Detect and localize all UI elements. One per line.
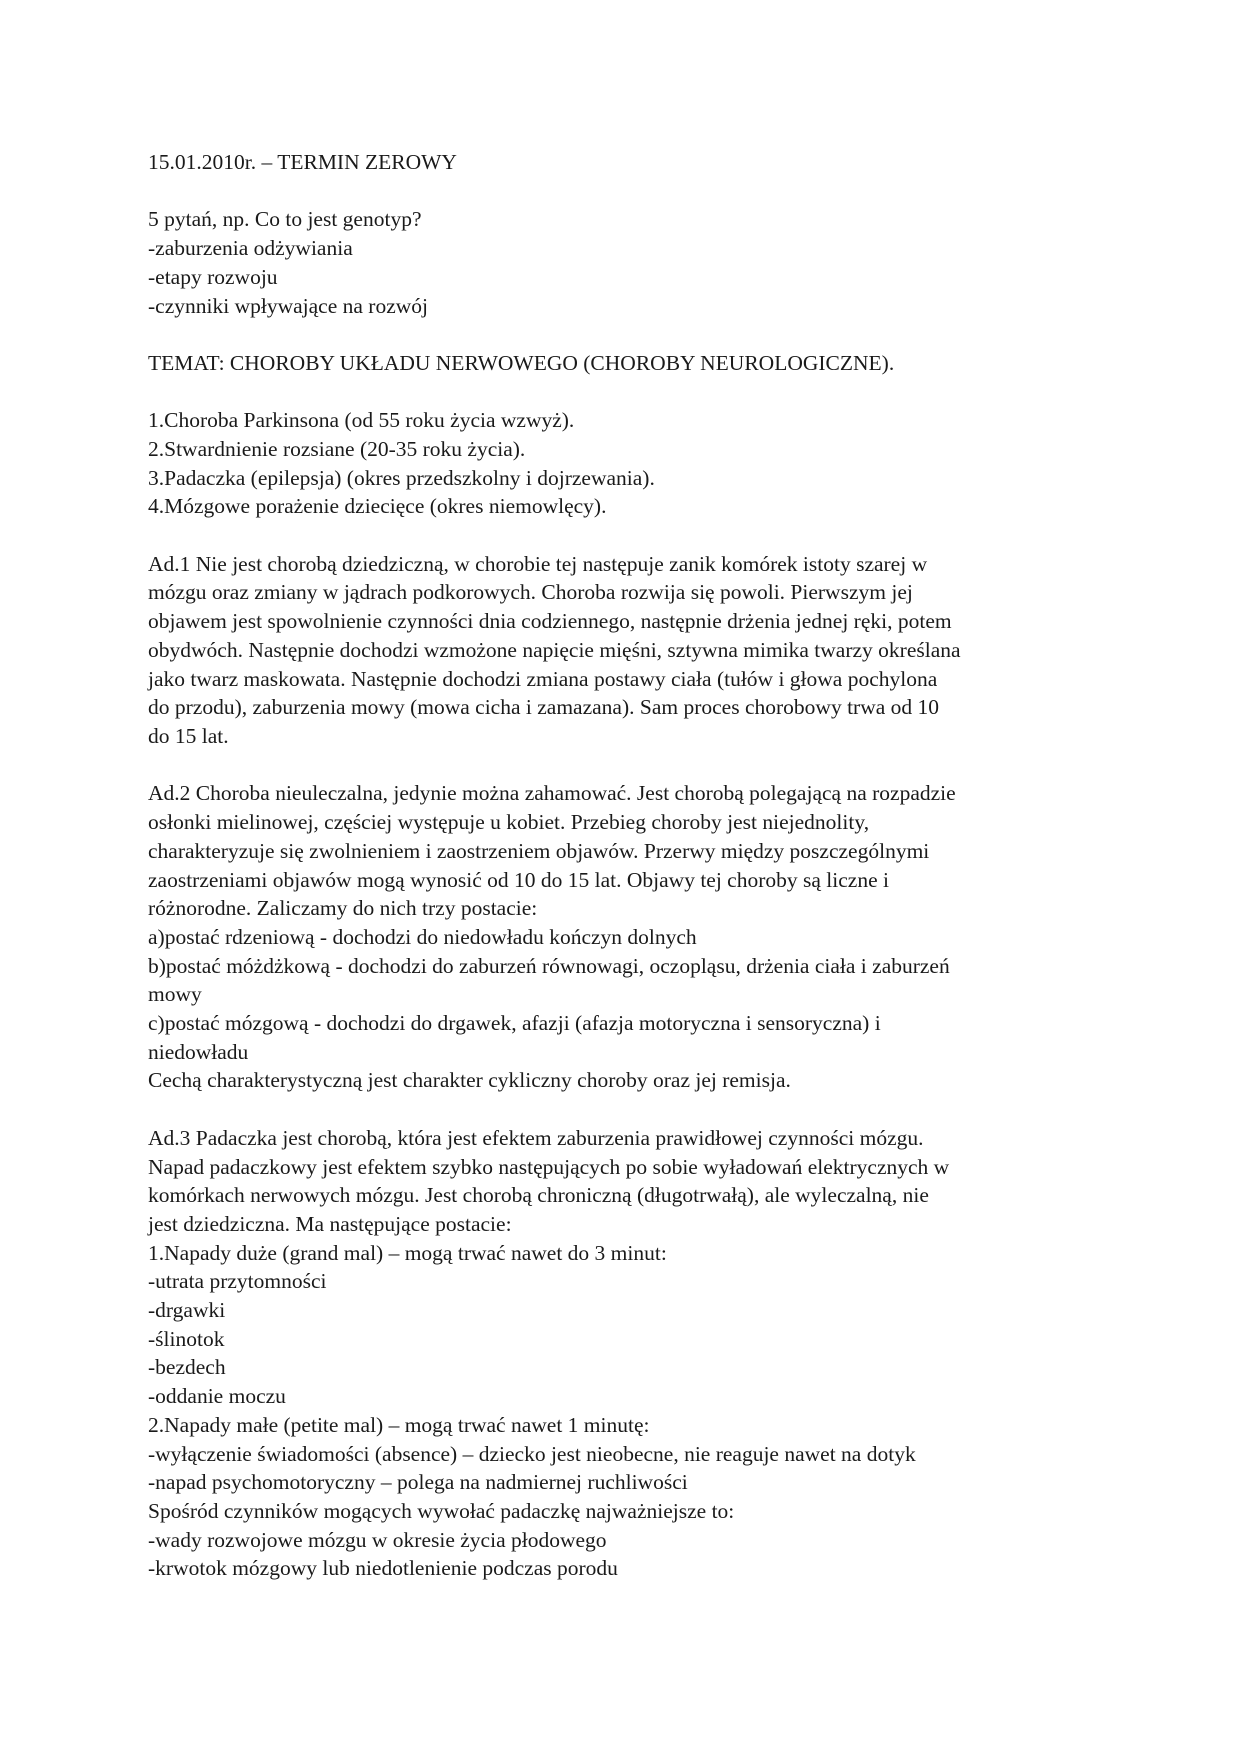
paragraph-line: mowy xyxy=(148,982,202,1007)
paragraph-line: osłonki mielinowej, częściej występuje u kobiet. Przebieg choroby jest niejednolity, xyxy=(148,810,870,835)
paragraph-line: -napad psychomotoryczny – polega na nadmiernej ruchliwości xyxy=(148,1470,688,1495)
paragraph-line: Spośród czynników mogących wywołać padaczkę najważniejsze to: xyxy=(148,1498,735,1523)
paragraph-line: a)postać rdzeniową - dochodzi do niedowładu kończyn dolnych xyxy=(148,924,697,949)
paragraph-line: -utrata przytomności xyxy=(148,1269,327,1294)
paragraph-line: jest dziedziczna. Ma następujące postacie: xyxy=(148,1211,512,1236)
topic-heading: TEMAT: CHOROBY UKŁADU NERWOWEGO (CHOROBY NEUROLOGICZNE). xyxy=(148,350,895,375)
list-item: 2.Stwardnienie rozsiane (20-35 roku życia). xyxy=(148,436,526,461)
paragraph-line: 2.Napady małe (petite mal) – mogą trwać nawet 1 minutę: xyxy=(148,1412,650,1437)
paragraph-line: b)postać móżdżkową - dochodzi do zaburzeń równowagi, oczopląsu, drżenia ciała i zaburzeń xyxy=(148,953,950,978)
disease-list xyxy=(148,406,1108,521)
paragraph-line: -oddanie moczu xyxy=(148,1384,286,1409)
document-date-header: 15.01.2010r. – TERMIN ZEROWY xyxy=(148,150,457,174)
list-item: 1.Choroba Parkinsona (od 55 roku życia wzwyż). xyxy=(148,408,575,433)
paragraph-ad3 xyxy=(148,1124,1108,1583)
paragraph-line: objawem jest spowolnienie czynności dnia codziennego, następnie drżenia jednej ręki, potem xyxy=(148,609,952,634)
paragraph-line: -ślinotok xyxy=(148,1326,225,1351)
paragraph-line: charakteryzuje się zwolnieniem i zaostrzeniem objawów. Przerwy między poszczególnymi xyxy=(148,838,930,863)
paragraph-line: Ad.3 Padaczka jest chorobą, która jest efektem zaburzenia prawidłowej czynności mózgu. xyxy=(148,1125,924,1150)
paragraph-line: komórkach nerwowych mózgu. Jest chorobą chroniczną (długotrwałą), ale wyleczalną, nie xyxy=(148,1183,929,1208)
paragraph-ad1 xyxy=(148,550,1108,751)
paragraph-line: c)postać mózgową - dochodzi do drgawek, afazji (afazja motoryczna i sensoryczna) i xyxy=(148,1011,881,1036)
paragraph-line: Napad padaczkowy jest efektem szybko następujących po sobie wyładowań elektrycznych w xyxy=(148,1154,950,1179)
paragraph-line: -bezdech xyxy=(148,1355,226,1380)
intro-block xyxy=(148,205,1108,320)
paragraph-line: do 15 lat. xyxy=(148,724,229,748)
paragraph-line: obydwóch. Następnie dochodzi wzmożone napięcie mięśni, sztywna mimika twarzy określana xyxy=(148,637,961,662)
paragraph-line: niedowładu xyxy=(148,1039,249,1064)
paragraph-line: Ad.2 Choroba nieuleczalna, jedynie można zahamować. Jest chorobą polegającą na rozpadzie xyxy=(148,781,956,806)
paragraph-line: jako twarz maskowata. Następnie dochodzi zmiana postawy ciała (tułów i głowa pochylona xyxy=(148,666,938,691)
paragraph-line: -krwotok mózgowy lub niedotlenienie podczas porodu xyxy=(148,1556,618,1581)
intro-line: -etapy rozwoju xyxy=(148,264,278,289)
document-body xyxy=(148,148,1108,1583)
intro-line: -zaburzenia odżywiania xyxy=(148,236,353,261)
paragraph-line: mózgu oraz zmiany w jądrach podkorowych. Choroba rozwija się powoli. Pierwszym jej xyxy=(148,580,913,605)
list-item: 4.Mózgowe porażenie dziecięce (okres niemowlęcy). xyxy=(148,494,607,519)
intro-line: 5 pytań, np. Co to jest genotyp? xyxy=(148,207,422,232)
paragraph-line: -drgawki xyxy=(148,1298,226,1323)
paragraph-line: zaostrzeniami objawów mogą wynosić od 10 do 15 lat. Objawy tej choroby są liczne i xyxy=(148,867,889,892)
intro-line: -czynniki wpływające na rozwój xyxy=(148,293,428,318)
paragraph-line: 1.Napady duże (grand mal) – mogą trwać nawet do 3 minut: xyxy=(148,1240,667,1265)
paragraph-line: -wady rozwojowe mózgu w okresie życia płodowego xyxy=(148,1527,607,1552)
paragraph-line: do przodu), zaburzenia mowy (mowa cicha i zamazana). Sam proces chorobowy trwa od 10 xyxy=(148,695,940,720)
paragraph-line: Cechą charakterystyczną jest charakter cykliczny choroby oraz jej remisja. xyxy=(148,1068,791,1093)
list-item: 3.Padaczka (epilepsja) (okres przedszkolny i dojrzewania). xyxy=(148,465,655,490)
paragraph-ad2 xyxy=(148,779,1108,1095)
paragraph-line: -wyłączenie świadomości (absence) – dziecko jest nieobecne, nie reaguje nawet na dotyk xyxy=(148,1441,916,1466)
paragraph-line: różnorodne. Zaliczamy do nich trzy postacie: xyxy=(148,896,538,921)
paragraph-line: Ad.1 Nie jest chorobą dziedziczną, w chorobie tej następuje zanik komórek istoty szarej w xyxy=(148,551,928,576)
